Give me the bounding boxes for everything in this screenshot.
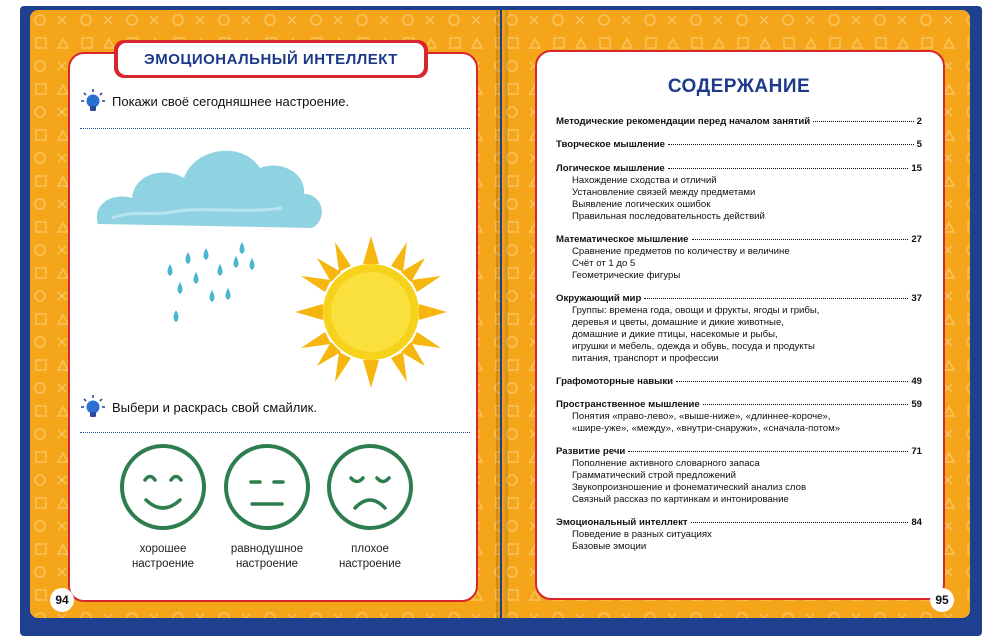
toc-subitem: Звукопроизношение и фонематический анализ слов	[572, 482, 807, 493]
toc-subitem: домашние и дикие птицы, насекомые и рыбы,	[572, 329, 778, 340]
toc-subitem: Поведение в разных ситуациях	[572, 529, 712, 540]
toc-subitem: Правильная последовательность действий	[572, 211, 765, 222]
sad-smiley[interactable]	[325, 442, 415, 532]
toc-subitem: Геометрические фигуры	[572, 270, 681, 281]
divider	[80, 432, 470, 433]
toc-subitem: Группы: времена года, овощи и фрукты, ягоды и грибы,	[572, 305, 820, 316]
page-number-right: 95	[930, 588, 954, 612]
lightbulb-icon	[80, 88, 106, 114]
toc-entry: Графомоторные навыки 49	[556, 376, 922, 387]
book-spine	[496, 10, 508, 618]
toc-subitem: Базовые эмоции	[572, 541, 647, 552]
toc-subitem: Пополнение активного словарного запаса	[572, 458, 760, 469]
toc-subitem: деревья и цветы, домашние и дикие животные,	[572, 317, 784, 328]
toc-entry: Пространственное мышление 59	[556, 399, 922, 410]
sun-illustration	[295, 236, 447, 388]
toc-title: СОДЕРЖАНИЕ	[667, 76, 811, 97]
toc-subitem: Связный рассказ по картинкам и интонирование	[572, 494, 789, 505]
toc-subitem: Сравнение предметов по количеству и величине	[572, 246, 790, 257]
neutral-caption: равнодушное настроение	[230, 543, 304, 570]
task-smiley-text: Выбери и раскрась свой смайлик.	[112, 399, 317, 415]
section-title-banner	[114, 40, 428, 78]
toc-subitem: Грамматический строй предложений	[572, 470, 736, 481]
section-title: ЭМОЦИОНАЛЬНЫЙ ИНТЕЛЛЕКТ	[118, 43, 424, 75]
toc-entry: Эмоциональный интеллект 84	[556, 517, 922, 528]
toc-entry: Творческое мышление 5	[556, 139, 922, 150]
toc-subitem: Выявление логических ошибок	[572, 199, 711, 210]
page-number-left: 94	[50, 588, 74, 612]
toc-subitem: Понятия «право-лево», «выше-ниже», «длиннее-короче»,	[572, 411, 831, 422]
toc-subitem: питания, транспорт и профессии	[572, 353, 719, 364]
task-mood	[80, 88, 349, 114]
task-mood-text: Покажи своё сегодняшнее настроение.	[112, 93, 350, 109]
toc-entry: Математическое мышление 27	[556, 234, 922, 245]
sad-caption: плохое настроение	[338, 543, 402, 570]
toc-subitem: «шире-уже», «между», «внутри-снаружи», «сначала-потом»	[572, 423, 841, 434]
neutral-smiley[interactable]	[222, 442, 312, 532]
task-smiley	[80, 394, 317, 420]
happy-caption: хорошее настроение	[131, 543, 195, 570]
toc-subitem: игрушки и мебель, одежда и обувь, посуда и продукты	[572, 341, 815, 352]
toc-entry: Методические рекомендации перед началом занятий 2	[556, 116, 922, 127]
toc-subitem: Счёт от 1 до 5	[572, 258, 636, 269]
toc-entry: Развитие речи 71	[556, 446, 922, 457]
lightbulb-icon	[80, 394, 106, 420]
toc-entry: Логическое мышление 15	[556, 163, 922, 174]
rain-cloud-illustration	[92, 132, 328, 332]
happy-smiley[interactable]	[118, 442, 208, 532]
toc-subitem: Установление связей между предметами	[572, 187, 756, 198]
divider	[80, 128, 470, 129]
toc-entry: Окружающий мир 37	[556, 293, 922, 304]
toc-subitem: Нахождение сходства и отличий	[572, 175, 717, 186]
